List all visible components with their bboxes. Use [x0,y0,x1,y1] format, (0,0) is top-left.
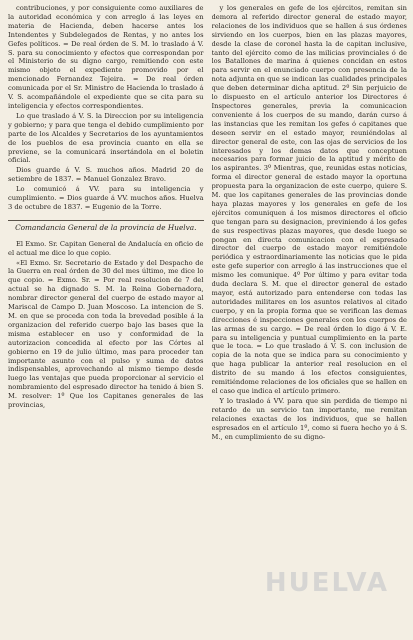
watermark: HUELVA [264,568,389,598]
right-column [212,4,408,634]
section-title: Comandancia General de la provincia de Huelva. [8,220,204,233]
paragraph: Y lo traslado á VV. para que sin perdida de tiempo ni retardo de un servicio tan importante, me remitan relaciones exactas de los individuos, que se hallen espresados en el artículo 1º, como si fuera hecho yo á S. M., en cumplimiento de su digno- [211,396,407,441]
paragraph: contribuciones, y por consiguiente como auxiliares de la autoridad económica y con arreglo á las leyes en materia de Hacienda, deben hacerse antes los Intendentes y Subdelegados de Rentas, y no antes los Gefes políticos. = De real órden de S. M. lo traslado á V. S. para su conocimiento y efectos que correspondan por el Ministerio de su digno cargo, remitiendo con este mismo objeto el expediente promovido por el mencionado Fernandez Tejeira. = De real órden comunicada por el Sr. Ministro de Hacienda lo traslado á V. S. acompañándole el expediente que se cita para su inteligencia y efectos correspondientes. [8,4,204,110]
paragraph: Dios guarde á V. S. muchos años. Madrid 20 de setiembre de 1837. = Manuel Gonzalez Bravo. [8,166,204,184]
paragraph: El Exmo. Sr. Capitan General de Andalucía en oficio de el actual me dice lo que copio. [8,239,204,257]
paragraph: Lo comunicó á VV. para su inteligencia y cumplimiento. = Dios guarde á VV. muchos años. Huelva 3 de octubre de 1837. = Eugenio de la Torre. [8,185,204,211]
paragraph: Lo que traslado á V. S. la Direccion por su inteligencia y gobierno; y para que tenga el debido cumplimiento por parte de los Alcaldes y Secretarios de los ayuntamientos de los pueblos de esa provincia cuanto en ella se previene, se la comunicará insertándola en el boletin oficial. [8,111,204,165]
text-columns [8,4,407,634]
left-column [8,4,204,634]
paragraph: «El Exmo. Sr. Secretario de Estado y del Despacho de la Guerra en real órden de 30 del mes último, me dice lo que copio. = Exmo. Sr. = Por real resolucion de 7 del actual se ha dignado S. M. la Reina Gobernadora, nombrar director general del cuerpo de estado mayor al Mariscal de Campo D. Juan Moscoso. La intencion de S. M. en que se proceda con toda la brevedad posible á la organizacion del referido cuerpo bajo las bases que la misma establecer en uso y conformidad de la autorizacion concedida al efecto por las Córtes al gobierno en 19 de julio último, mas para proceder tan importante asunto con el pulso y suma de datos indispensables, aprovechando al mismo tiempo desde luego las ventajas que pueda proporcionar al servicio el nombramiento del espresado director ha tenido á bien S. M. resolver: 1º Que los Capitanes generales de las provincias, [8,258,204,410]
paragraph: y los generales en gefe de los ejércitos, remitan sin demora al referido director general de estado mayor, relaciones de los individuos que se hallen á sus órdenes sirviendo en los cuerpos, bien en las plazas mayores, desde la clase de coronel hasta la de capitan inclusive, tanto del ejército como de las milicias provinciales ó de los Batallones de marina á quienes concidan en estos para servir en el enunciado cuerpo con presencia de la nota adjunta en que se indican las cualidades principales que deben determinar dicha aptitud. 2º Sin perjuicio de lo dispuesto en el artículo anterior los Directores é Inspectores generales, previa la comunicacion conveniente á los cuerpos de su mando, darán curso á las instancias que les remitan los gefes ó capitanes que deseen servir en el estado mayor, reuniéndolas al director general de este, con las ojas de servicios de los interesados y los demas datos que conceptuen necesarios para formar juicio de la aptitud y mérito de los aspirantes. 3º Mientras, que, reunidas estas noticias, forma el director general de estado mayor la oportuna propuesta para la organizacion de este cuerpo, quiere S. M. que los capitanes generales de las provincias donde haya plazas mayores y los generales en gefe de los ejércitos comuniquen á los mismos directores el oficio que tengan para su designacion, previniendo á los gefes de sus respectivas plazas mayores, que desde luego se pongan en directa comunicacion con el espresado director del cuerpo de estado mayor remitiéndole periódica y estraordinariamente las noticias que le pida este gefe superior con arreglo á las instrucciones que el mismo les comunique. 4º Por último y para evitar toda duda declara S. M. que el director general de estado mayor, está autorizado para entenderse con todas las autoridades militares en los asuntos relativos al citado cuerpo, y en la propia forma que se verifican las demas direcciones é inspecciones generales con los cuerpos de las armas de su cargo. = De real órden lo digo á V. E. para su inteligencia y puntual cumplimiento en la parte que le toca. = Lo que traslado á V. S. con inclusion de copia de la nota que se indica para su conocimiento y que haga publicar la anterior real resolucion en el distrito de su mando á los efectos consiguientes, remitiéndome relaciones de los oficiales que se hallen en el caso que indica el artículo primero. [211,4,407,395]
